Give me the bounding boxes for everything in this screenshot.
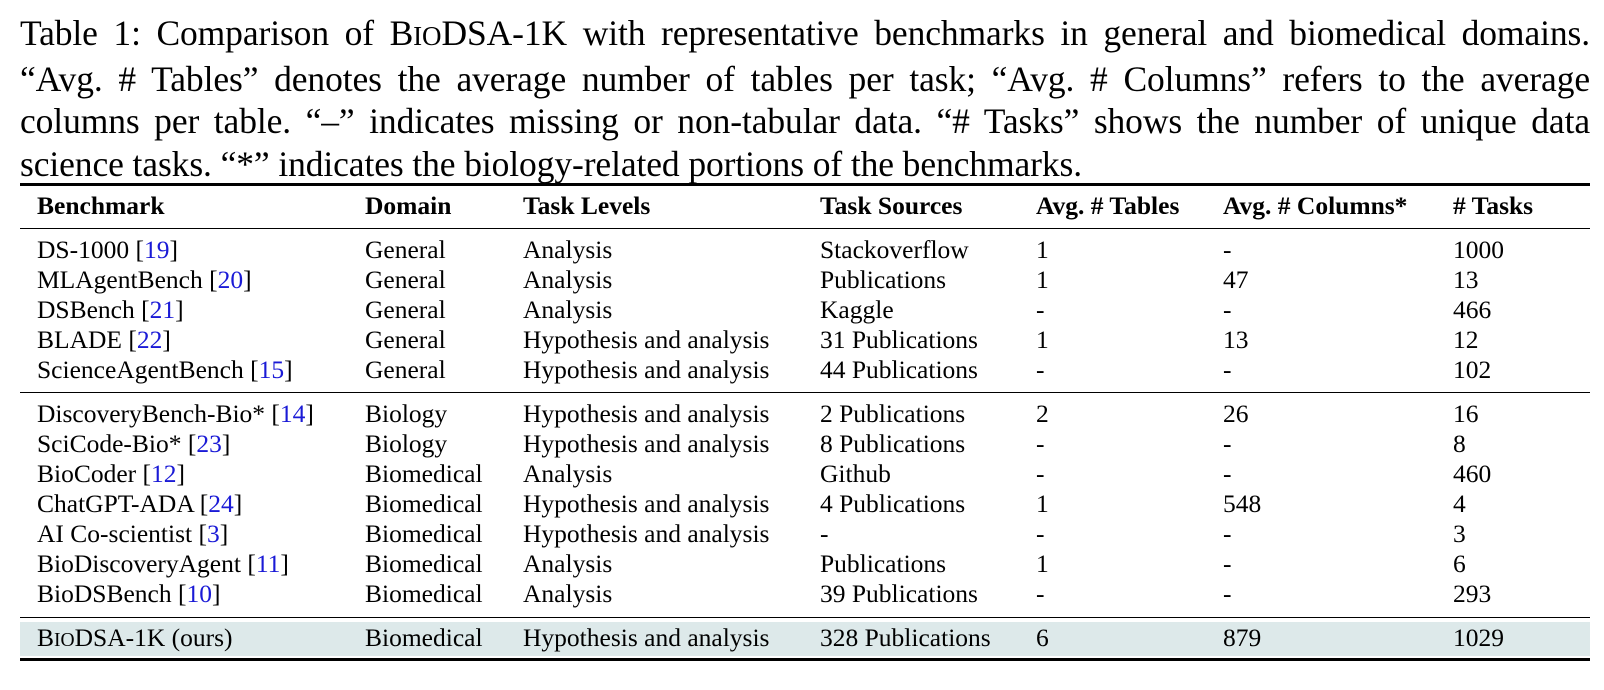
task-sources-cell: Github bbox=[820, 459, 891, 488]
benchmark-name bbox=[37, 579, 220, 609]
domain-cell: Biology bbox=[365, 399, 448, 428]
task-sources-cell: Publications bbox=[820, 265, 947, 294]
tasks-cell: 1000 bbox=[1453, 235, 1504, 264]
ours-separator-rule bbox=[20, 617, 1590, 618]
avg-tables-cell: - bbox=[1036, 459, 1045, 488]
citation-close: ] bbox=[219, 519, 229, 548]
tasks-cell: 12 bbox=[1453, 325, 1479, 354]
citation-link[interactable]: 23 bbox=[196, 429, 222, 458]
caption-name-b: B bbox=[389, 13, 414, 53]
citation-close: ] bbox=[233, 489, 243, 518]
benchmark-label: MLAgentBench [ bbox=[37, 265, 218, 294]
benchmark-label: BioDiscoveryAgent [ bbox=[37, 549, 256, 578]
citation-close: ] bbox=[305, 399, 314, 428]
tasks-cell: 293 bbox=[1453, 579, 1492, 608]
citation-link[interactable]: 12 bbox=[151, 459, 177, 488]
benchmark-name bbox=[37, 235, 178, 265]
tasks-cell: 3 bbox=[1453, 519, 1466, 548]
citation-close: ] bbox=[169, 235, 178, 264]
avg-tables-cell: 1 bbox=[1036, 325, 1049, 354]
task-sources-cell: 44 Publications bbox=[820, 355, 978, 384]
header-task-sources: Task Sources bbox=[820, 191, 963, 220]
citation-close: ] bbox=[280, 549, 289, 578]
table-row bbox=[20, 489, 1590, 519]
benchmark-name bbox=[37, 265, 252, 295]
caption-name-rest: DSA-1K bbox=[441, 13, 568, 53]
domain-cell: General bbox=[365, 235, 446, 264]
table-row bbox=[20, 265, 1590, 295]
benchmark-label: BioCoder [ bbox=[37, 459, 152, 488]
task-sources-cell: Kaggle bbox=[820, 295, 894, 324]
header-benchmark: Benchmark bbox=[37, 191, 165, 220]
citation-close: ] bbox=[243, 265, 252, 294]
benchmark-name bbox=[37, 459, 185, 489]
table-row bbox=[20, 399, 1590, 429]
avg-columns-cell: 13 bbox=[1223, 325, 1249, 354]
table-row bbox=[20, 295, 1590, 325]
task-levels-cell: Analysis bbox=[523, 579, 613, 608]
header-rule bbox=[20, 228, 1590, 229]
avg-tables-cell: - bbox=[1036, 429, 1045, 458]
avg-tables-cell: - bbox=[1036, 579, 1045, 608]
table-caption bbox=[20, 12, 1590, 185]
domain-cell: General bbox=[365, 355, 446, 384]
citation-close: ] bbox=[221, 429, 231, 458]
table-header-row bbox=[20, 191, 1590, 221]
benchmark-name bbox=[37, 295, 184, 325]
citation-close: ] bbox=[211, 579, 221, 608]
tasks-cell: 6 bbox=[1453, 549, 1466, 578]
table-row-ours bbox=[20, 622, 1590, 656]
task-levels-cell: Hypothesis and analysis bbox=[523, 489, 770, 518]
table-row bbox=[20, 519, 1590, 549]
caption-prefix: Table 1: Comparison of bbox=[20, 13, 390, 53]
caption-name-io: IO bbox=[413, 21, 442, 51]
domain-cell: Biomedical bbox=[365, 549, 483, 578]
task-sources-cell: 31 Publications bbox=[820, 325, 978, 354]
header-tasks: # Tasks bbox=[1453, 191, 1534, 220]
citation-link[interactable]: 20 bbox=[217, 265, 244, 294]
tasks-cell: 102 bbox=[1453, 355, 1492, 384]
citation-link[interactable]: 14 bbox=[279, 399, 306, 428]
task-sources-cell: 39 Publications bbox=[820, 579, 978, 608]
avg-columns-cell: - bbox=[1223, 459, 1232, 488]
citation-link[interactable]: 10 bbox=[186, 579, 212, 608]
domain-cell: General bbox=[365, 295, 446, 324]
tasks-cell: 16 bbox=[1453, 399, 1479, 428]
benchmark-name bbox=[37, 429, 230, 459]
avg-columns-cell: - bbox=[1223, 235, 1232, 264]
benchmark-name bbox=[37, 399, 314, 429]
task-levels-cell: Analysis bbox=[523, 265, 613, 294]
avg-columns-cell: 47 bbox=[1223, 265, 1249, 294]
citation-link[interactable]: 3 bbox=[206, 519, 220, 548]
benchmark-label: ChatGPT-ADA [ bbox=[37, 489, 209, 518]
domain-cell: Biomedical bbox=[365, 579, 483, 608]
citation-link[interactable]: 15 bbox=[258, 355, 285, 384]
avg-columns-cell: - bbox=[1223, 579, 1232, 608]
header-avg-tables: Avg. # Tables bbox=[1036, 191, 1180, 220]
avg-tables-cell: 1 bbox=[1036, 549, 1049, 578]
avg-columns-cell: - bbox=[1223, 295, 1232, 324]
table-row bbox=[20, 549, 1590, 579]
citation-link[interactable]: 11 bbox=[255, 549, 281, 578]
benchmark-label: DSBench [ bbox=[37, 295, 150, 324]
tasks-cell: 460 bbox=[1453, 459, 1492, 488]
header-avg-columns: Avg. # Columns* bbox=[1223, 191, 1408, 220]
avg-columns-cell: - bbox=[1223, 549, 1232, 578]
benchmark-label: SciCode-Bio* [ bbox=[37, 429, 197, 458]
benchmark-name bbox=[37, 549, 289, 579]
ours-avg-tables: 6 bbox=[1036, 623, 1049, 652]
ours-benchmark-name bbox=[37, 622, 233, 657]
bottom-rule bbox=[20, 658, 1590, 661]
top-rule bbox=[20, 183, 1590, 186]
ours-tasks: 1029 bbox=[1453, 623, 1504, 652]
tasks-cell: 4 bbox=[1453, 489, 1466, 518]
group-separator-rule bbox=[20, 392, 1590, 393]
avg-tables-cell: 1 bbox=[1036, 235, 1049, 264]
task-levels-cell: Analysis bbox=[523, 235, 613, 264]
benchmark-label: BLADE [ bbox=[37, 325, 137, 354]
citation-close: ] bbox=[284, 355, 293, 384]
avg-columns-cell: - bbox=[1223, 519, 1232, 548]
ours-name-rest: DSA-1K (ours) bbox=[74, 623, 233, 652]
avg-columns-cell: - bbox=[1223, 355, 1232, 384]
table-row bbox=[20, 235, 1590, 265]
ours-task-sources: 328 Publications bbox=[820, 623, 991, 652]
table-row bbox=[20, 459, 1590, 489]
task-sources-cell: 4 Publications bbox=[820, 489, 966, 518]
avg-tables-cell: - bbox=[1036, 355, 1045, 384]
table-row bbox=[20, 579, 1590, 609]
task-sources-cell: Publications bbox=[820, 549, 947, 578]
domain-cell: General bbox=[365, 325, 446, 354]
tasks-cell: 466 bbox=[1453, 295, 1492, 324]
ours-task-levels: Hypothesis and analysis bbox=[523, 623, 770, 652]
header-task-levels: Task Levels bbox=[523, 191, 651, 220]
ours-domain: Biomedical bbox=[365, 623, 483, 652]
citation-close: ] bbox=[176, 459, 186, 488]
citation-link[interactable]: 19 bbox=[143, 235, 170, 264]
avg-columns-cell: - bbox=[1223, 429, 1232, 458]
domain-cell: Biomedical bbox=[365, 519, 483, 548]
tasks-cell: 8 bbox=[1453, 429, 1466, 458]
benchmark-label: ScienceAgentBench [ bbox=[37, 355, 259, 384]
benchmark-label: AI Co-scientist [ bbox=[37, 519, 207, 548]
domain-cell: Biomedical bbox=[365, 459, 483, 488]
citation-close: ] bbox=[162, 325, 171, 354]
citation-link[interactable]: 21 bbox=[149, 295, 176, 324]
avg-tables-cell: 2 bbox=[1036, 399, 1049, 428]
ours-avg-columns: 879 bbox=[1223, 623, 1262, 652]
task-sources-cell: Stackoverflow bbox=[820, 235, 969, 264]
citation-link[interactable]: 24 bbox=[208, 489, 234, 518]
task-sources-cell: 8 Publications bbox=[820, 429, 966, 458]
avg-tables-cell: - bbox=[1036, 519, 1045, 548]
domain-cell: Biomedical bbox=[365, 489, 483, 518]
avg-tables-cell: 1 bbox=[1036, 489, 1049, 518]
task-sources-cell: - bbox=[820, 519, 829, 548]
avg-columns-cell: 548 bbox=[1223, 489, 1262, 518]
caption-suffix: with representative benchmarks in general and biomedical domains. “Avg. # Tables” denotes the average number of tables per task; “Avg. # Columns” refers to the average columns per table. “–” indicates missing or non-tabular data. “# Tasks” shows the number of unique data science tasks. “*” indicates the biology-related portions of the benchmarks. bbox=[20, 13, 1590, 184]
benchmark-label: BioDSBench [ bbox=[37, 579, 187, 608]
benchmark-name bbox=[37, 325, 171, 355]
task-levels-cell: Analysis bbox=[523, 549, 613, 578]
ours-name-io: IO bbox=[54, 630, 75, 651]
avg-tables-cell: - bbox=[1036, 295, 1045, 324]
domain-cell: Biology bbox=[365, 429, 448, 458]
task-levels-cell: Analysis bbox=[523, 459, 613, 488]
header-domain: Domain bbox=[365, 191, 452, 220]
table-row bbox=[20, 429, 1590, 459]
avg-tables-cell: 1 bbox=[1036, 265, 1049, 294]
benchmark-name bbox=[37, 519, 228, 549]
ours-name-b: B bbox=[37, 623, 55, 652]
benchmark-name bbox=[37, 489, 242, 519]
task-sources-cell: 2 Publications bbox=[820, 399, 966, 428]
benchmark-name bbox=[37, 355, 293, 385]
task-levels-cell: Hypothesis and analysis bbox=[523, 399, 770, 428]
avg-columns-cell: 26 bbox=[1223, 399, 1249, 428]
table-row bbox=[20, 355, 1590, 385]
citation-close: ] bbox=[175, 295, 184, 324]
task-levels-cell: Hypothesis and analysis bbox=[523, 355, 770, 384]
tasks-cell: 13 bbox=[1453, 265, 1479, 294]
table-row bbox=[20, 325, 1590, 355]
task-levels-cell: Hypothesis and analysis bbox=[523, 429, 770, 458]
task-levels-cell: Analysis bbox=[523, 295, 613, 324]
domain-cell: General bbox=[365, 265, 446, 294]
citation-link[interactable]: 22 bbox=[136, 325, 163, 354]
benchmark-label: DiscoveryBench-Bio* [ bbox=[37, 399, 280, 428]
task-levels-cell: Hypothesis and analysis bbox=[523, 519, 770, 548]
benchmark-label: DS-1000 [ bbox=[37, 235, 144, 264]
task-levels-cell: Hypothesis and analysis bbox=[523, 325, 770, 354]
